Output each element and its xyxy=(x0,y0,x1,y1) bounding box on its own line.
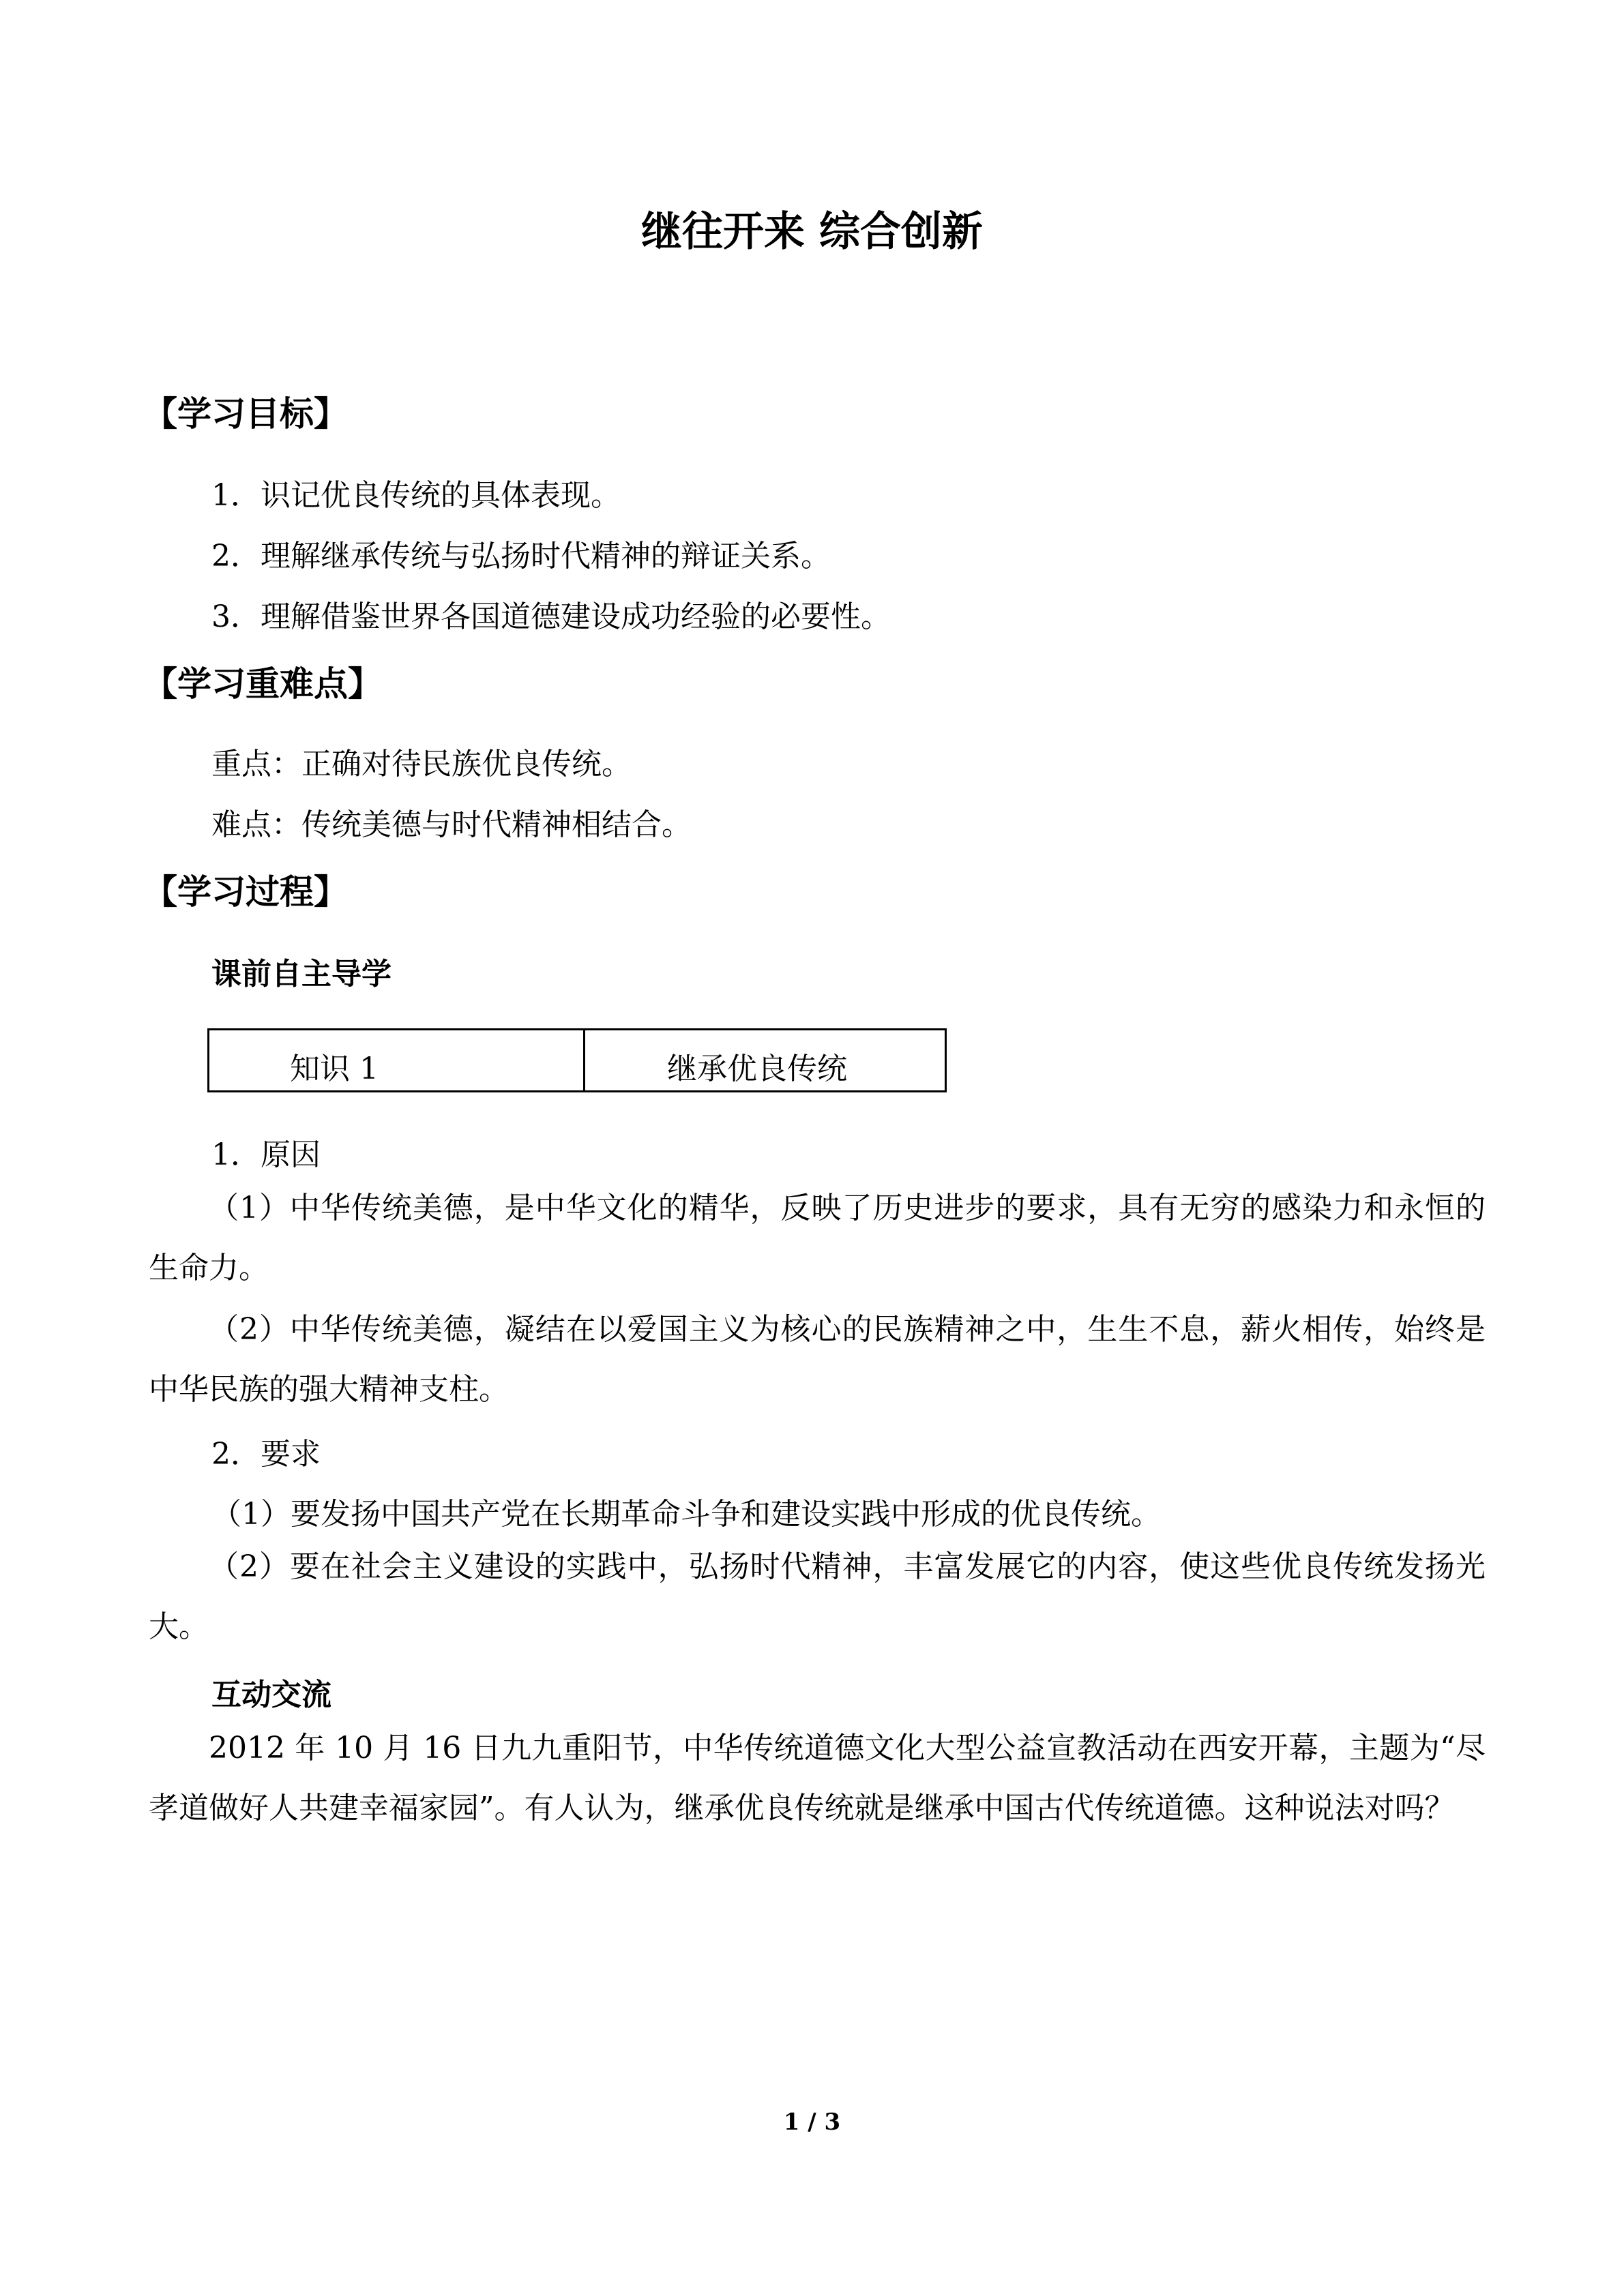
objectives-heading: 【学习目标】 xyxy=(143,394,348,434)
page-number: 1 / 3 xyxy=(783,2108,841,2136)
reason-paragraph-2: （2）中华传统美德，凝结在以爱国主义为核心的民族精神之中，生生不息，薪火相传，始终是中华民族的强大精神支柱。 xyxy=(149,1312,1486,1407)
requirement-paragraph-2: （2）要在社会主义建设的实践中，弘扬时代精神，丰富发展它的内容，使这些优良传统发扬光大。 xyxy=(149,1549,1486,1644)
knowledge-table xyxy=(207,1028,947,1092)
process-heading: 【学习过程】 xyxy=(143,872,348,912)
difficult-point-item: 难点：传统美德与时代精神相结合。 xyxy=(211,807,692,842)
interaction-subheading: 互动交流 xyxy=(211,1678,331,1712)
objective-item-2: 2．理解继承传统与弘扬时代精神的辩证关系。 xyxy=(211,539,831,573)
objective-item-1: 1．识记优良传统的具体表现。 xyxy=(211,478,621,513)
objective-item-3: 3．理解借鉴世界各国道德建设成功经验的必要性。 xyxy=(211,599,891,634)
document-title: 继往开来 综合创新 xyxy=(641,208,983,256)
reason-paragraph-1: （1）中华传统美德，是中华文化的精华，反映了历史进步的要求，具有无穷的感染力和永恒的生命力。 xyxy=(149,1191,1486,1285)
requirement-heading: 2．要求 xyxy=(211,1437,321,1472)
key-points-heading: 【学习重难点】 xyxy=(143,664,382,704)
knowledge-topic-cell: 继承优良传统 xyxy=(585,1030,946,1092)
table-row xyxy=(209,1030,946,1092)
reason-heading: 1．原因 xyxy=(211,1137,321,1172)
self-study-subheading: 课前自主导学 xyxy=(211,957,392,992)
key-point-item: 重点：正确对待民族优良传统。 xyxy=(211,747,632,781)
knowledge-number-cell: 知识 1 xyxy=(209,1030,585,1092)
interaction-paragraph: 2012 年 10 月 16 日九九重阳节，中华传统道德文化大型公益宣教活动在西安开幕，主题为“尽孝道做好人共建幸福家园”。有人认为，继承优良传统就是继承中国古代传统道德。这种说法对吗？ xyxy=(149,1731,1486,1825)
requirement-paragraph-1: （1）要发扬中国共产党在长期革命斗争和建设实践中形成的优良传统。 xyxy=(211,1497,1161,1532)
